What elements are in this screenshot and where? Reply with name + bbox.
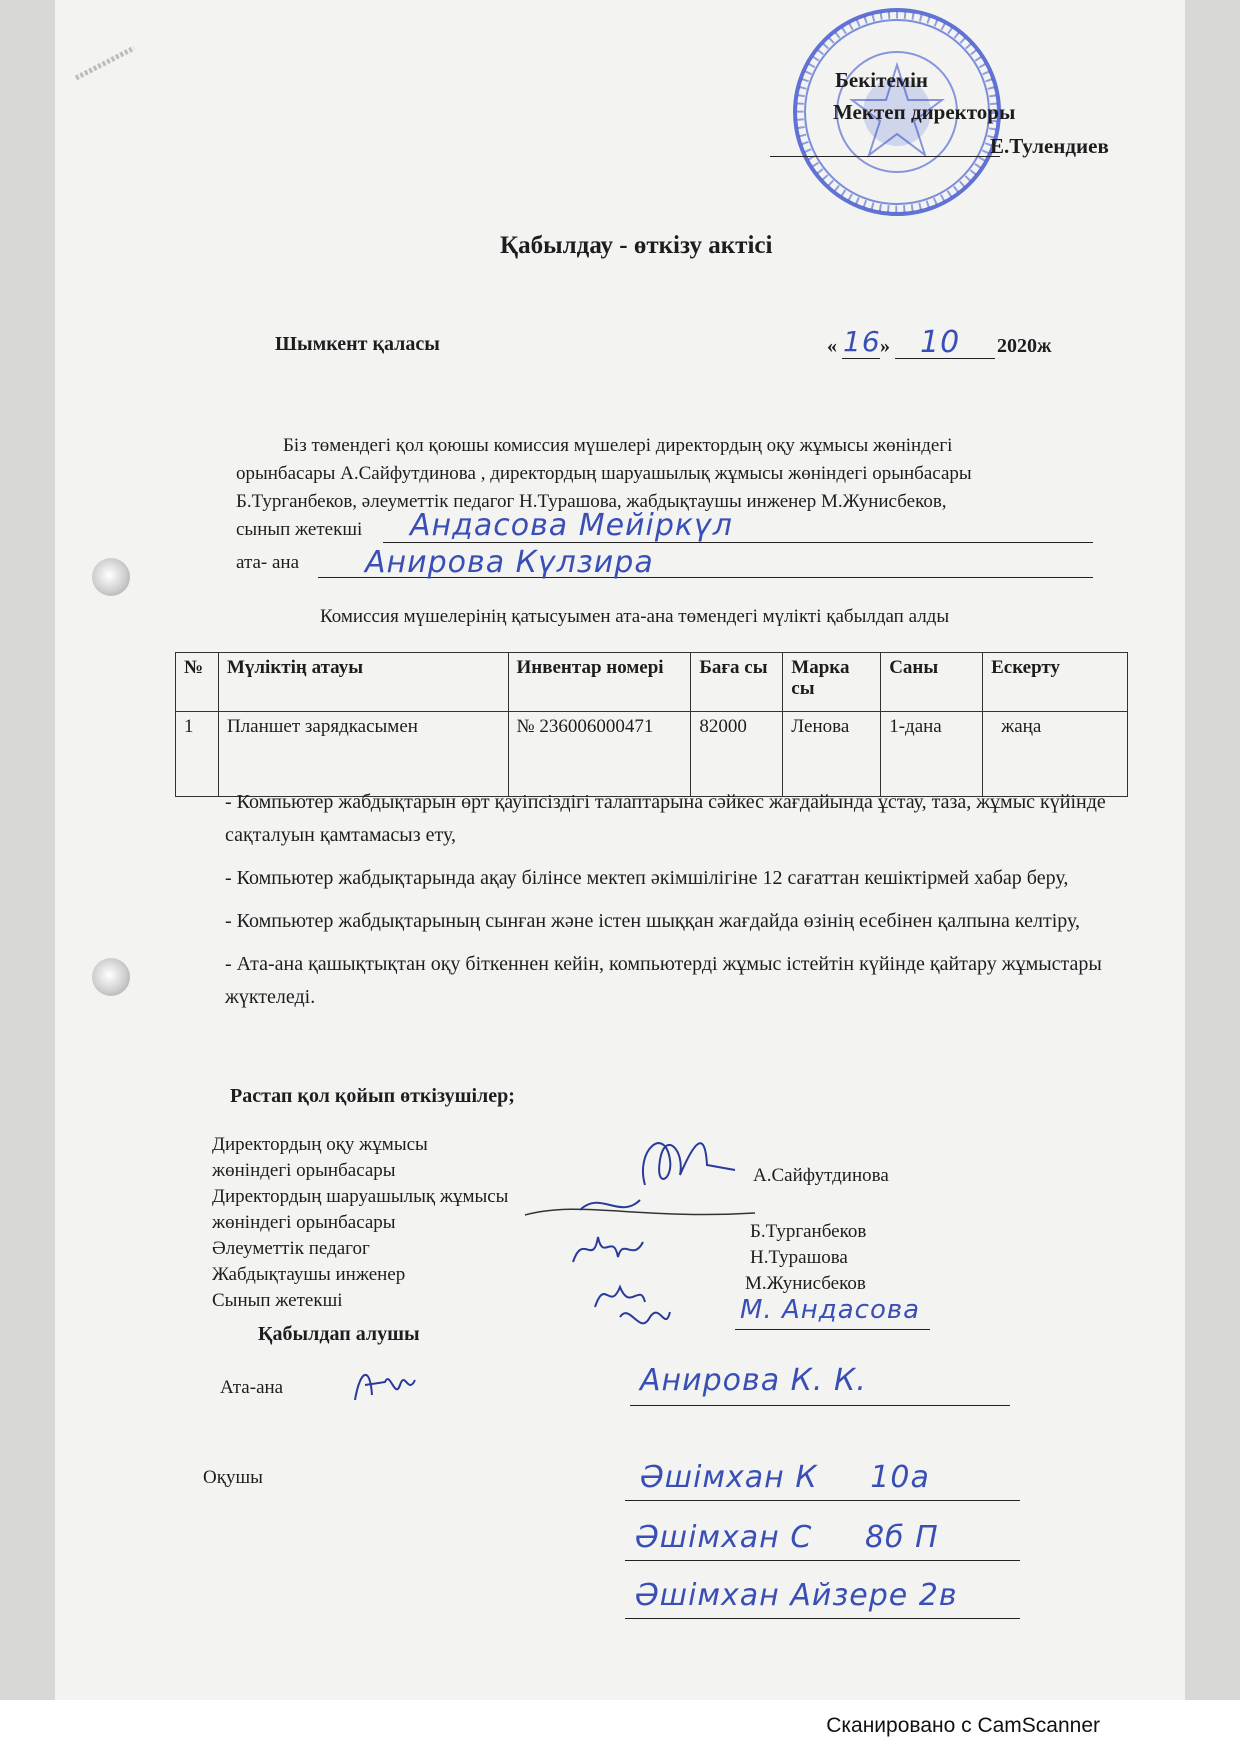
header-price: Баға сы — [691, 653, 783, 712]
signer-name-turashova: Н.Турашова — [750, 1247, 848, 1268]
student-signature: Әшімхан К 10а — [640, 1460, 930, 1495]
cell-inventory: № 236006000471 — [508, 712, 691, 797]
student-line — [625, 1618, 1020, 1619]
parent-short-signature — [350, 1360, 420, 1410]
role-line: Жабдықтаушы инженер — [212, 1264, 406, 1285]
date-year: 2020ж — [997, 335, 1052, 357]
receiver-parent-handwriting: Анирова К. К. — [640, 1363, 867, 1398]
student-signature: Әшімхан С 8б П — [635, 1520, 939, 1555]
approval-line-2: Мектеп директоры — [833, 100, 1016, 124]
hole-punch — [92, 558, 130, 596]
student-label: Оқушы — [203, 1467, 263, 1488]
header-note: Ескерту — [983, 653, 1128, 712]
header-brand: Марка сы — [783, 653, 881, 712]
approval-signature-line — [770, 156, 1000, 157]
signature-zhunisbekov — [590, 1272, 680, 1342]
intro-line-2: орынбасары А.Сайфутдинова , директордың шаруашылық жұмысы жөніндегі орынбасары — [236, 463, 972, 484]
role-line: Директордың оқу жұмысы — [212, 1134, 428, 1155]
header-name: Мүліктің атауы — [218, 653, 508, 712]
cell-number: 1 — [176, 712, 219, 797]
teacher-signature-handwriting: М. Андасова — [740, 1295, 921, 1325]
hole-punch — [92, 958, 130, 996]
date-day: 16 — [843, 325, 881, 358]
cell-brand: Ленова — [783, 712, 881, 797]
obligations-list — [225, 786, 1125, 1024]
table-header-row — [176, 653, 1128, 712]
cell-price: 82000 — [691, 712, 783, 797]
accepted-text: Комиссия мүшелерінің қатысуымен ата-ана төмендегі мүлікті қабылдап алды — [320, 606, 950, 627]
obligation-item: - Компьютер жабдықтарының сынған және істен шыққан жағдайда өзінің есебінен қалпына келтіру, — [225, 910, 1081, 932]
obligation-item: - Компьютер жабдықтарында ақау білінсе мектеп әкімшілігіне 12 сағаттан кешіктірмей хабар беру, — [225, 867, 1069, 889]
table-row — [176, 712, 1128, 797]
receiver-parent-line — [630, 1405, 1010, 1406]
student-signature: Әшімхан Айзере 2в — [635, 1578, 958, 1613]
receiver-heading: Қабылдап алушы — [258, 1323, 420, 1345]
cell-note: жаңа — [983, 712, 1128, 797]
signature-turashova — [568, 1222, 648, 1272]
signer-name-turganbekov: Б.Турганбеков — [750, 1221, 867, 1242]
class-teacher-handwriting: Андасова Мейіркүл — [410, 508, 733, 543]
receiver-parent-label: Ата-ана — [220, 1377, 284, 1398]
intro-line-1: Біз төмендегі қол қоюшы комиссия мүшелері директордың оқу жұмысы жөніндегі — [283, 435, 953, 456]
signers-heading: Растап қол қойып өткізушілер; — [230, 1085, 515, 1107]
signer-name-zhunisbekov: М.Жунисбеков — [745, 1273, 866, 1294]
student-line — [625, 1500, 1020, 1501]
cell-name: Планшет зарядкасымен — [218, 712, 508, 797]
role-line: жөніндегі орынбасары — [212, 1160, 396, 1181]
date-day-line — [842, 358, 880, 359]
approval-line-1: Бекітемін — [835, 68, 929, 92]
parent-handwriting: Анирова Күлзира — [365, 545, 654, 580]
date-month-line — [895, 358, 995, 359]
student-line — [625, 1560, 1020, 1561]
date-open-quote: « — [827, 335, 837, 357]
intro-line-3: Б.Турганбеков, әлеуметтік педагог Н.Турашова, жабдықтаушы инженер М.Жунисбеков, — [236, 491, 947, 512]
class-teacher-label: сынып жетекші — [236, 519, 363, 540]
role-line: жөніндегі орынбасары — [212, 1212, 396, 1233]
property-table — [175, 652, 1128, 797]
parent-label: ата- ана — [236, 552, 300, 573]
role-line: Директордың шаруашылық жұмысы — [212, 1186, 509, 1207]
document-title: Қабылдау - өткізу актісі — [500, 232, 773, 259]
obligation-item: - Компьютер жабдықтарын өрт қауіпсіздігі талаптарына сәйкес жағдайында ұстау, таза, жұмыс күйінде сақталуын қамтамасыз ету, — [225, 791, 1106, 846]
scan-footer — [0, 1700, 1240, 1755]
approval-director-name: Е.Тулендиев — [990, 134, 1109, 158]
header-quantity: Саны — [881, 653, 983, 712]
header-inventory: Инвентар номері — [508, 653, 691, 712]
cell-quantity: 1-дана — [881, 712, 983, 797]
signature-turganbekov — [520, 1185, 760, 1225]
city: Шымкент қаласы — [275, 333, 440, 355]
role-line: Әлеуметтік педагог — [212, 1238, 370, 1259]
staple-mark — [74, 40, 144, 85]
date-month: 10 — [920, 325, 961, 360]
signer-roles — [212, 1132, 508, 1314]
obligation-item: - Ата-ана қашықтықтан оқу біткеннен кейін, компьютерді жұмыс істейтін күйінде қайтару жұмыстары жүктеледі. — [225, 953, 1102, 1008]
signer-name-saifutdinova: А.Сайфутдинова — [753, 1165, 889, 1186]
header-number: № — [176, 653, 219, 712]
teacher-signature-line — [735, 1329, 930, 1330]
role-line: Сынып жетекші — [212, 1290, 343, 1311]
date-close-quote: » — [880, 335, 890, 357]
camscanner-watermark: Сканировано с CamScanner — [826, 1714, 1100, 1737]
